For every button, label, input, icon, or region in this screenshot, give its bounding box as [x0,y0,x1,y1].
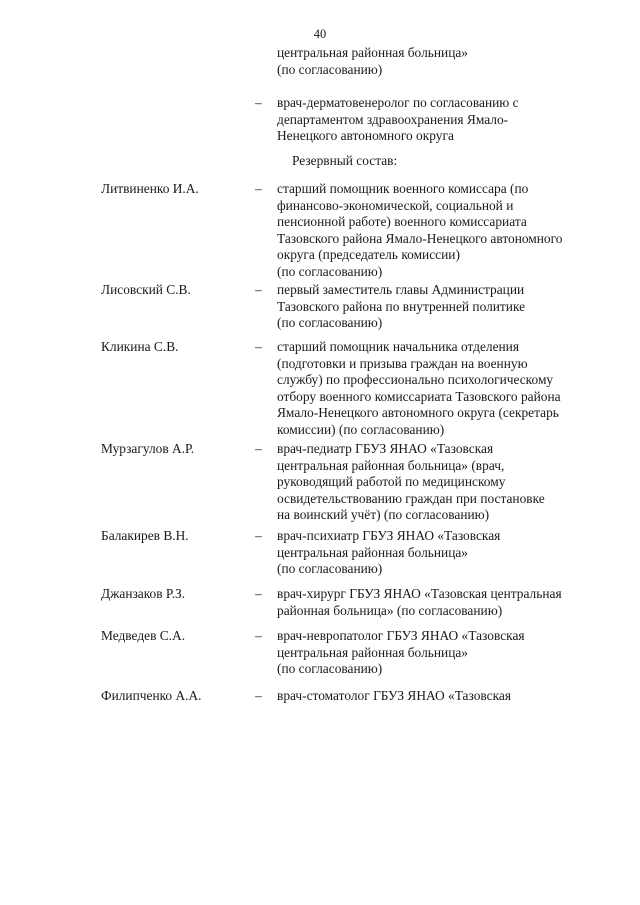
description-line: (по согласованию) [277,263,383,279]
page-number: 40 [313,27,327,41]
description-line: Тазовского района Ямало-Ненецкого автономного [277,230,563,246]
description-line: (по согласованию) [277,61,383,77]
member-name: Лисовский С.В. [101,282,191,297]
description-line: Ненецкого автономного округа [277,128,454,144]
dermatologist-description [277,95,607,145]
member-description [277,339,607,439]
description-line: районная больница» (по согласованию) [277,602,503,618]
member-name: Литвиненко И.А. [101,181,199,196]
member-description [277,628,607,678]
member-name: Джанзаков Р.З. [101,586,186,601]
member-description [277,688,607,705]
description-line: службу) по профессионально психологическому [277,372,554,388]
member-name: Балакирев В.Н. [101,528,189,543]
description-line: комиссии) (по согласованию) [277,421,445,437]
description-line: центральная районная больница» [277,544,468,560]
description-line: (по согласованию) [277,315,383,331]
description-line: руководящий работой по медицинскому [277,474,506,490]
member-description [277,282,607,332]
description-line: округа (председатель комиссии) [277,247,460,263]
description-line: Тазовского района по внутренней политике [277,298,526,314]
member-name: Медведев С.А. [101,628,186,643]
description-line: (по согласованию) [277,661,383,677]
description-line: врач-стоматолог ГБУЗ ЯНАО «Тазовская [277,688,511,703]
entry-dash: – [255,282,262,297]
description-line: Ямало-Ненецкого автономного округа (секретарь [277,405,559,421]
description-line: старший помощник военного комиссара (по [277,181,529,196]
member-description [277,528,607,578]
description-line: департаментом здравоохранения Ямало- [277,111,509,127]
description-line: центральная районная больница» [277,45,468,60]
description-line: отбору военного комиссариата Тазовского района [277,388,561,404]
description-line: центральная районная больница» (врач, [277,457,505,473]
description-line: освидетельствованию граждан при постановке [277,490,545,506]
description-line: врач-невропатолог ГБУЗ ЯНАО «Тазовская [277,628,525,643]
description-line: (подготовки и призыва граждан на военную [277,355,528,371]
reserve-heading: Резервный состав: [292,153,398,168]
description-line: первый заместитель главы Администрации [277,282,525,297]
description-line: старший помощник начальника отделения [277,339,520,354]
entry-dash: – [255,528,262,543]
member-description [277,441,607,524]
description-line: на воинский учёт) (по согласованию) [277,507,490,523]
entry-dash: – [255,181,262,196]
description-line: центральная районная больница» [277,644,468,660]
entry-dash: – [255,628,262,643]
continuation-description [277,45,607,78]
description-line: пенсионной работе) военного комиссариата [277,214,527,230]
member-description [277,181,607,281]
member-description [277,586,607,619]
description-line: финансово-экономической, социальной и [277,197,514,213]
description-line: врач-психиатр ГБУЗ ЯНАО «Тазовская [277,528,501,543]
entry-dash: – [255,586,262,601]
entry-dash: – [255,95,262,110]
entry-dash: – [255,688,262,703]
description-line: врач-хирург ГБУЗ ЯНАО «Тазовская центральная [277,586,562,601]
description-line: (по согласованию) [277,561,383,577]
description-line: врач-дерматовенеролог по согласованию с [277,95,519,110]
entry-dash: – [255,339,262,354]
description-line: врач-педиатр ГБУЗ ЯНАО «Тазовская [277,441,494,456]
member-name: Мурзагулов А.Р. [101,441,195,456]
entry-dash: – [255,441,262,456]
member-name: Кликина С.В. [101,339,179,354]
member-name: Филипченко А.А. [101,688,202,703]
